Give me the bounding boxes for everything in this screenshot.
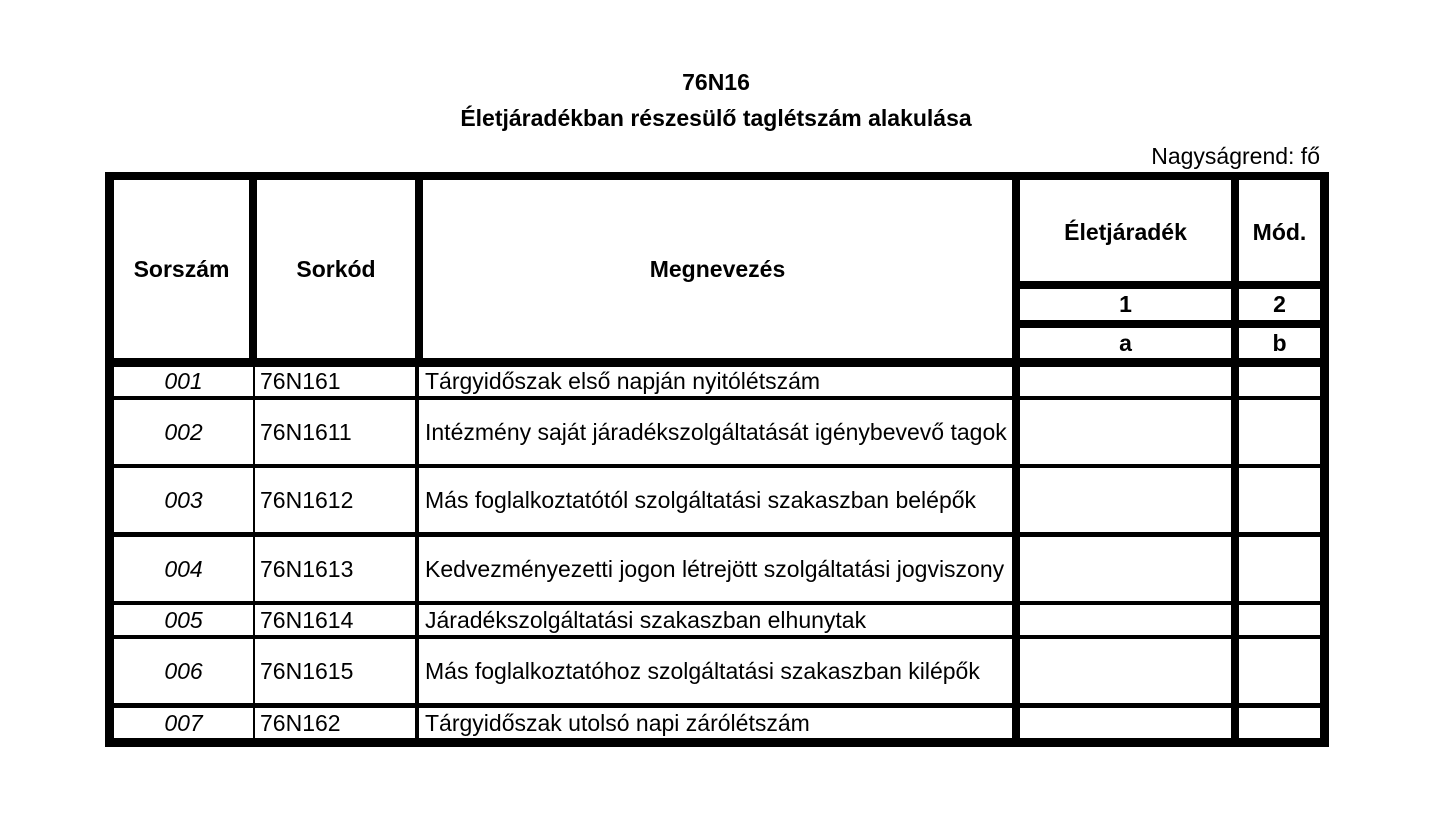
row-megnevezes: Kedvezményezetti jogon létrejött szolgáltatási jogviszony xyxy=(419,537,1012,601)
row-mod-value[interactable] xyxy=(1239,537,1320,601)
table-code-title: 76N16 xyxy=(682,69,750,95)
data-table xyxy=(105,172,1329,747)
table-title: Életjáradékban részesülő taglétszám alakulása xyxy=(460,105,972,131)
row-megnevezes: Tárgyidőszak utolsó napi zárólétszám xyxy=(419,708,1012,738)
header-col1-letter: a xyxy=(1020,328,1231,358)
row-sorkod: 76N1613 xyxy=(255,537,415,601)
row-sorkod: 76N162 xyxy=(255,708,415,738)
row-mod-value[interactable] xyxy=(1239,400,1320,464)
row-mod-value[interactable] xyxy=(1239,367,1320,396)
row-sorszam: 002 xyxy=(114,400,253,464)
header-col1-number: 1 xyxy=(1020,289,1231,320)
row-megnevezes: Intézmény saját járadékszolgáltatását igénybevevő tagok xyxy=(419,400,1012,464)
row-sorkod: 76N1615 xyxy=(255,639,415,703)
row-sorszam: 004 xyxy=(114,537,253,601)
row-megnevezes: Járadékszolgáltatási szakaszban elhunytak xyxy=(419,605,1012,635)
row-sorszam: 007 xyxy=(114,708,253,738)
row-sorkod: 76N161 xyxy=(255,367,415,396)
row-megnevezes: Más foglalkoztatótól szolgáltatási szakaszban belépők xyxy=(419,468,1012,532)
row-eletjaradek-value[interactable] xyxy=(1020,400,1231,464)
row-mod-value[interactable] xyxy=(1239,708,1320,738)
row-megnevezes: Más foglalkoztatóhoz szolgáltatási szakaszban kilépők xyxy=(419,639,1012,703)
header-sorkod: Sorkód xyxy=(257,180,415,358)
row-eletjaradek-value[interactable] xyxy=(1020,605,1231,635)
header-mod: Mód. xyxy=(1239,180,1320,281)
row-mod-value[interactable] xyxy=(1239,605,1320,635)
header-sorszam: Sorszám xyxy=(114,180,249,358)
header-col2-number: 2 xyxy=(1239,289,1320,320)
row-sorkod: 76N1611 xyxy=(255,400,415,464)
row-eletjaradek-value[interactable] xyxy=(1020,639,1231,703)
header-col2-letter: b xyxy=(1239,328,1320,358)
row-megnevezes: Tárgyidőszak első napján nyitólétszám xyxy=(419,367,1012,396)
row-mod-value[interactable] xyxy=(1239,639,1320,703)
unit-label: Nagyságrend: fő xyxy=(1151,143,1320,169)
row-eletjaradek-value[interactable] xyxy=(1020,537,1231,601)
row-eletjaradek-value[interactable] xyxy=(1020,708,1231,738)
row-sorszam: 006 xyxy=(114,639,253,703)
header-megnevezes: Megnevezés xyxy=(423,180,1012,358)
row-sorszam: 001 xyxy=(114,367,253,396)
row-sorkod: 76N1612 xyxy=(255,468,415,532)
row-mod-value[interactable] xyxy=(1239,468,1320,532)
row-sorszam: 005 xyxy=(114,605,253,635)
row-sorszam: 003 xyxy=(114,468,253,532)
row-eletjaradek-value[interactable] xyxy=(1020,367,1231,396)
header-eletjaradek: Életjáradék xyxy=(1020,180,1231,281)
row-eletjaradek-value[interactable] xyxy=(1020,468,1231,532)
row-sorkod: 76N1614 xyxy=(255,605,415,635)
